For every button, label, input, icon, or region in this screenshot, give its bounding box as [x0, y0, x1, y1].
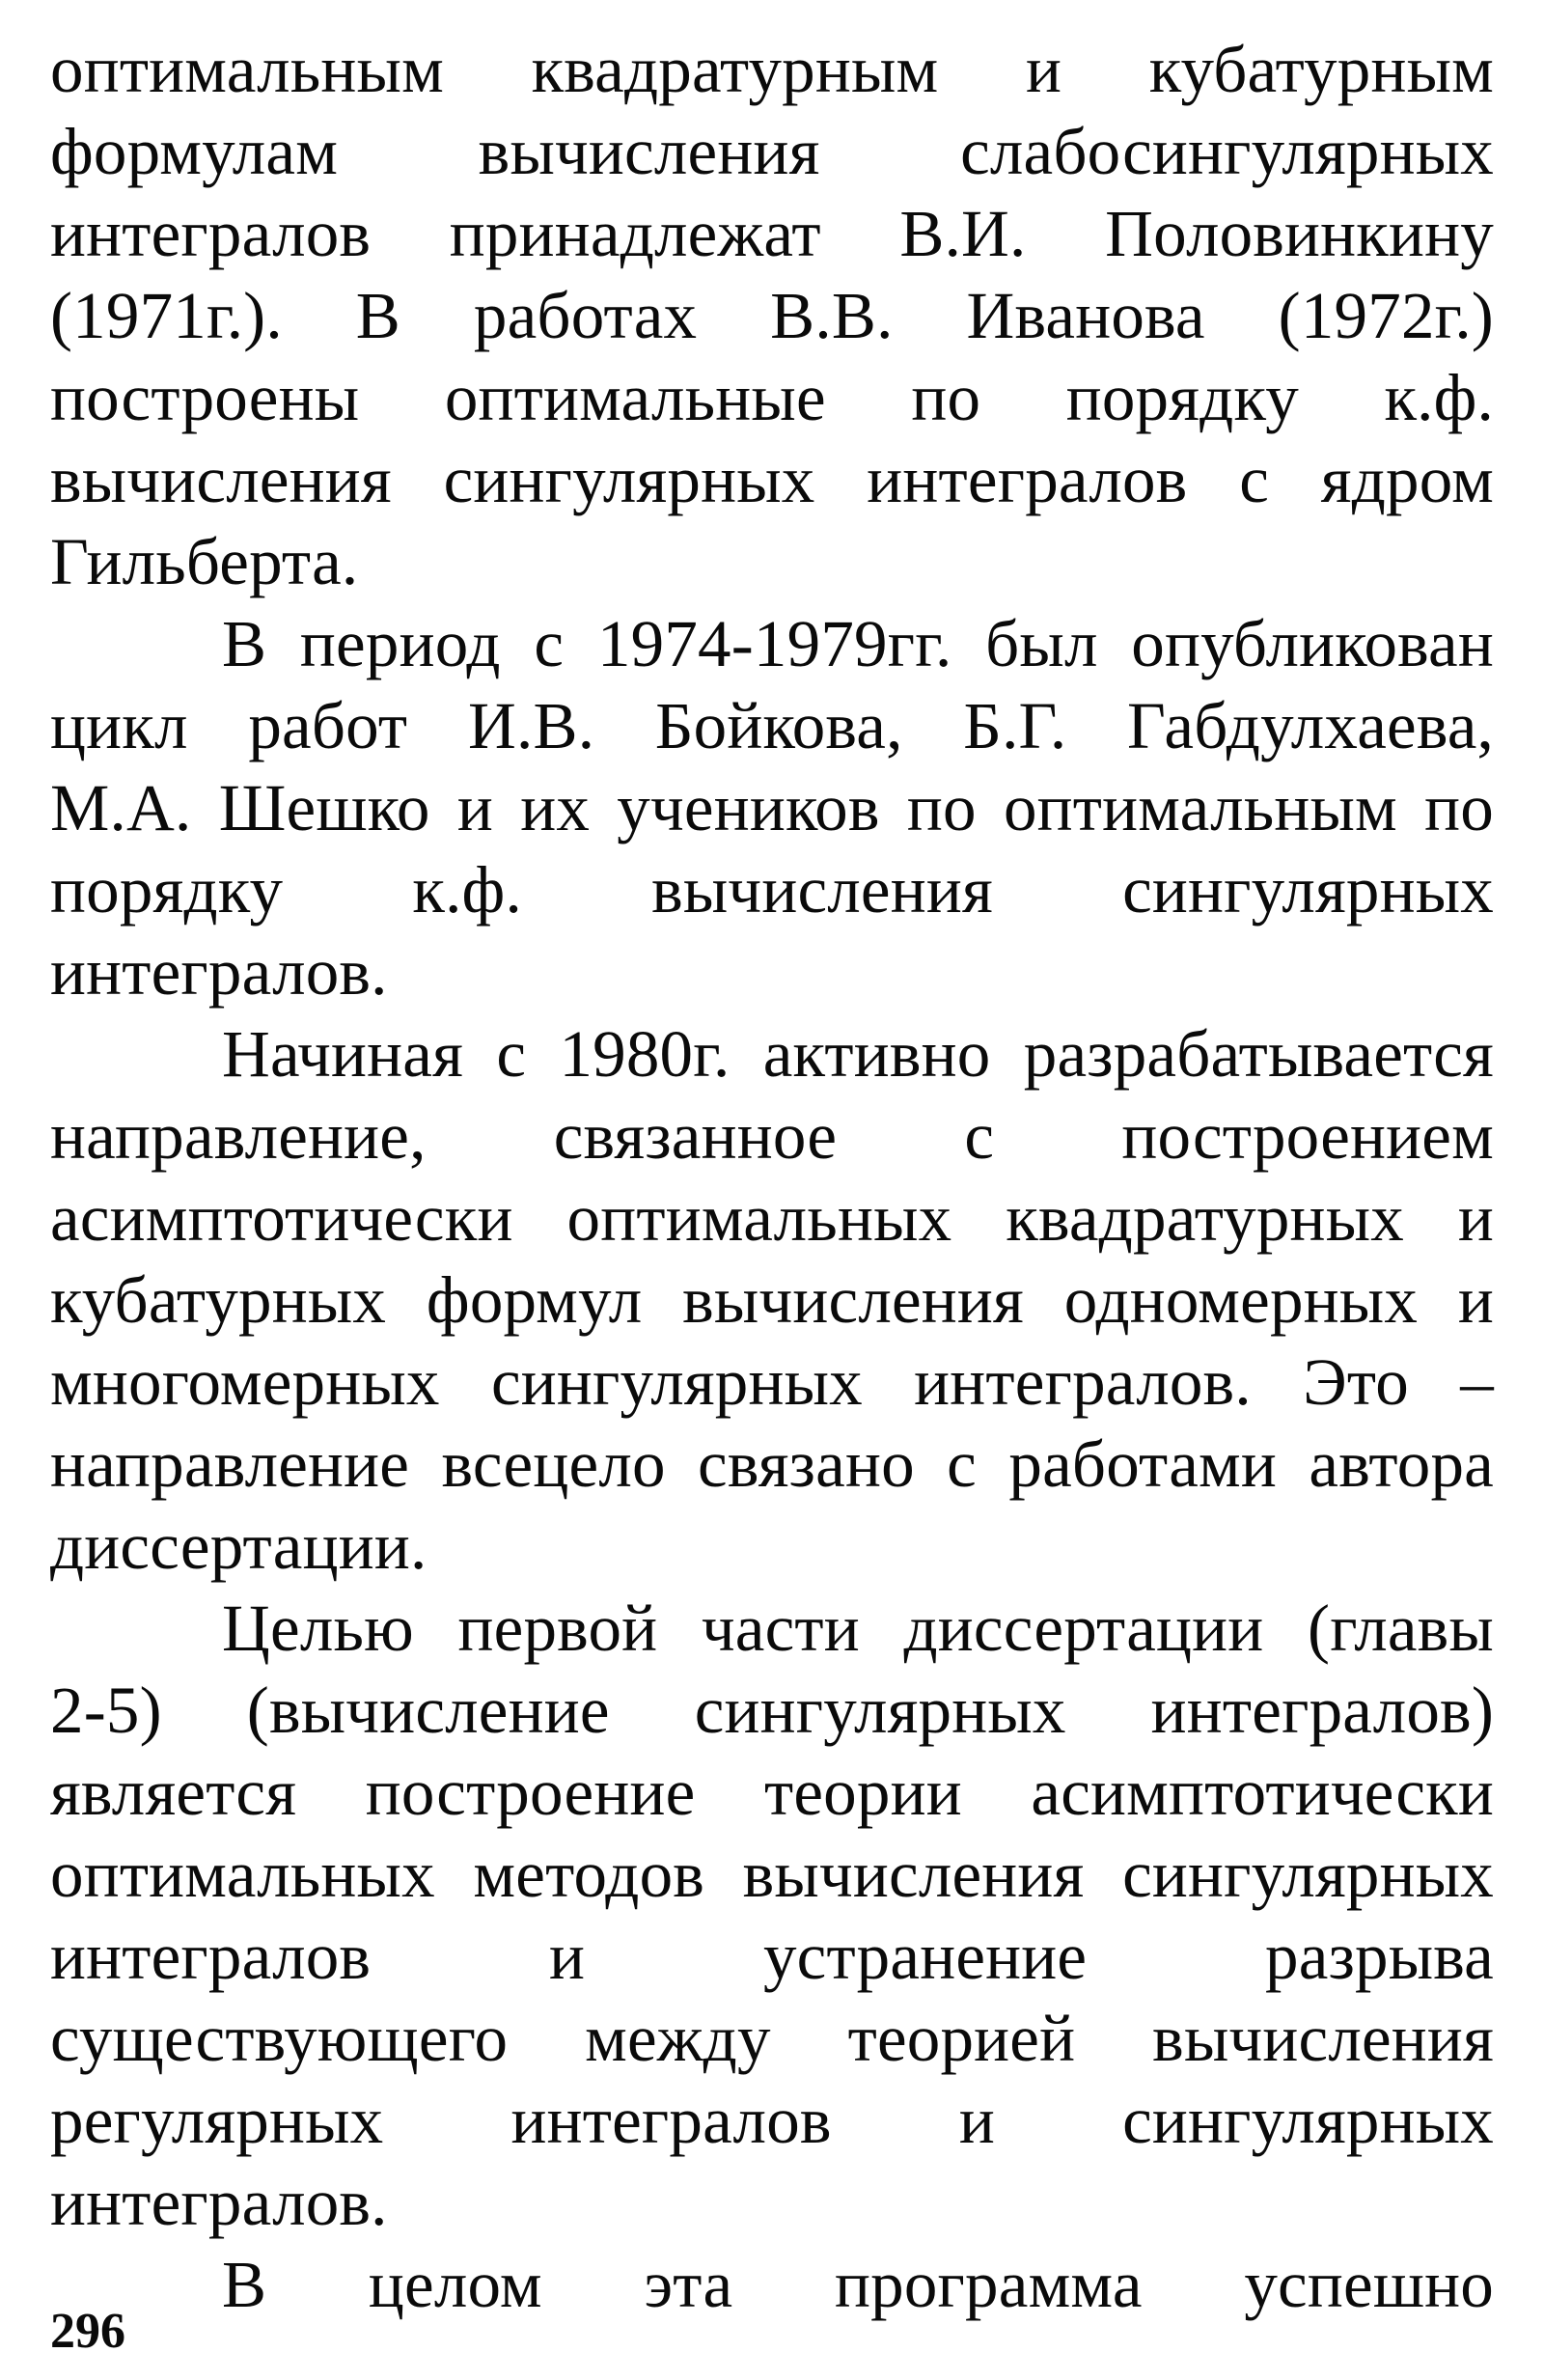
- text-line: направление, связанное с построением: [50, 1099, 1494, 1173]
- text-line: интегралов и устранение разрыва: [50, 1920, 1494, 1993]
- text-line: Гильберта.: [50, 525, 359, 598]
- text-line: формулам вычисления слабосингулярных: [50, 115, 1494, 188]
- text-line: интегралов.: [50, 935, 388, 1009]
- text-line: направление всецело связано с работами автора: [50, 1427, 1494, 1501]
- text-line: Целью первой части диссертации (главы: [222, 1591, 1494, 1665]
- text-line: 2-5) (вычисление сингулярных интегралов): [50, 1674, 1494, 1747]
- text-line: диссертации.: [50, 1509, 427, 1583]
- text-line: многомерных сингулярных интегралов. Это –: [50, 1345, 1494, 1419]
- text-line: (1971г.). В работах В.В. Иванова (1972г.): [50, 279, 1494, 352]
- text-line: интегралов принадлежат В.И. Половинкину: [50, 197, 1494, 270]
- text-line: Начиная с 1980г. активно разрабатывается: [222, 1017, 1494, 1091]
- text-line: вычисления сингулярных интегралов с ядром: [50, 443, 1494, 516]
- body-text: [50, 29, 1494, 2326]
- text-line: цикл работ И.В. Бойкова, Б.Г. Габдулхаева,: [50, 689, 1494, 762]
- text-line: является построение теории асимптотически: [50, 1756, 1494, 1829]
- text-line: оптимальным квадратурным и кубатурным: [50, 33, 1494, 106]
- page-number: 296: [50, 2304, 125, 2359]
- text-line: существующего между теорией вычисления: [50, 2002, 1494, 2075]
- text-line: В целом эта программа успешно: [222, 2248, 1494, 2321]
- text-line: построены оптимальные по порядку к.ф.: [50, 361, 1494, 434]
- text-line: порядку к.ф. вычисления сингулярных: [50, 853, 1494, 927]
- text-line: кубатурных формул вычисления одномерных и: [50, 1263, 1494, 1337]
- text-line: В период с 1974-1979гг. был опубликован: [222, 607, 1494, 680]
- text-line: асимптотически оптимальных квадратурных и: [50, 1181, 1494, 1255]
- text-line: оптимальных методов вычисления сингулярных: [50, 1838, 1494, 1911]
- text-line: интегралов.: [50, 2166, 388, 2239]
- text-line: М.А. Шешко и их учеников по оптимальным по: [50, 771, 1494, 844]
- text-line: регулярных интегралов и сингулярных: [50, 2084, 1494, 2157]
